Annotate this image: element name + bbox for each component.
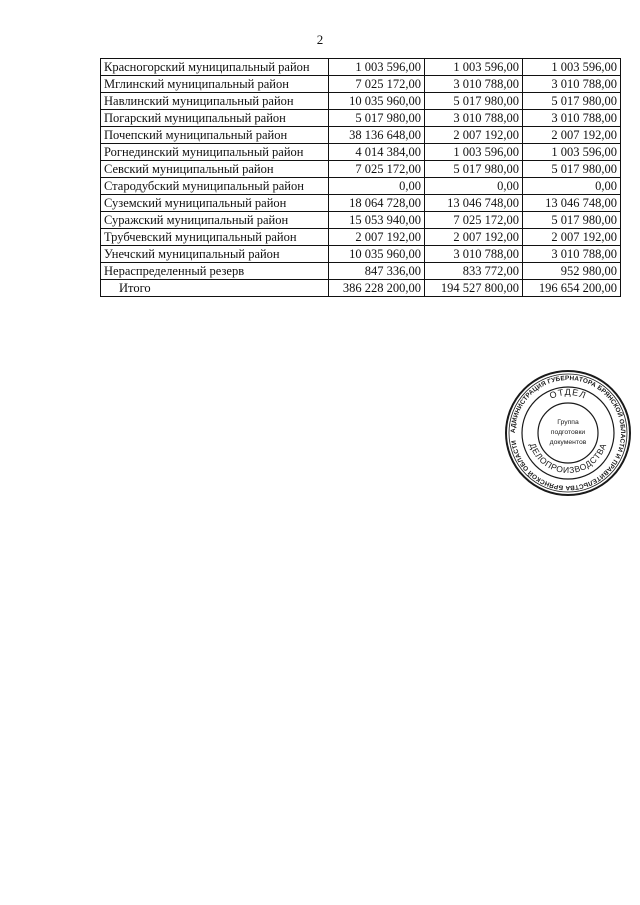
district-name: Навлинский муниципальный район — [101, 93, 329, 110]
value-col-1: 7 025 172,00 — [329, 76, 425, 93]
value-col-2: 0,00 — [425, 178, 523, 195]
value-col-2: 5 017 980,00 — [425, 161, 523, 178]
value-col-1: 0,00 — [329, 178, 425, 195]
total-value-col-2: 194 527 800,00 — [425, 280, 523, 297]
value-col-3: 5 017 980,00 — [523, 212, 621, 229]
stamp-inner-top-text: ОТДЕЛ — [548, 386, 588, 401]
table-row — [101, 229, 621, 246]
district-name: Погарский муниципальный район — [101, 110, 329, 127]
value-col-2: 2 007 192,00 — [425, 229, 523, 246]
value-col-2: 3 010 788,00 — [425, 246, 523, 263]
district-name: Мглинский муниципальный район — [101, 76, 329, 93]
value-col-3: 3 010 788,00 — [523, 76, 621, 93]
value-col-1: 1 003 596,00 — [329, 59, 425, 76]
total-label: Итого — [101, 280, 329, 297]
page-number: 2 — [316, 32, 324, 47]
value-col-3: 2 007 192,00 — [523, 127, 621, 144]
budget-table — [100, 58, 621, 297]
table-row — [101, 144, 621, 161]
total-row — [101, 280, 621, 297]
value-col-2: 2 007 192,00 — [425, 127, 523, 144]
district-name: Нераспределенный резерв — [101, 263, 329, 280]
table-row — [101, 127, 621, 144]
value-col-1: 2 007 192,00 — [329, 229, 425, 246]
table-row — [101, 212, 621, 229]
total-value-col-3: 196 654 200,00 — [523, 280, 621, 297]
district-name: Стародубский муниципальный район — [101, 178, 329, 195]
value-col-3: 5 017 980,00 — [523, 93, 621, 110]
value-col-2: 3 010 788,00 — [425, 76, 523, 93]
table-row — [101, 178, 621, 195]
value-col-3: 5 017 980,00 — [523, 161, 621, 178]
district-name: Суражский муниципальный район — [101, 212, 329, 229]
stamp-graphic — [504, 369, 632, 497]
district-name: Почепский муниципальный район — [101, 127, 329, 144]
table-row — [101, 161, 621, 178]
table-row — [101, 110, 621, 127]
value-col-2: 13 046 748,00 — [425, 195, 523, 212]
value-col-2: 1 003 596,00 — [425, 144, 523, 161]
stamp-center-line-1: Группа — [557, 419, 579, 426]
table-row — [101, 76, 621, 93]
value-col-1: 847 336,00 — [329, 263, 425, 280]
stamp-center-line-2: подготовки — [550, 429, 586, 436]
stamp-inner-bottom-text: ДЕЛОПРОИЗВОДСТВА — [527, 441, 609, 476]
value-col-3: 952 980,00 — [523, 263, 621, 280]
district-name: Суземский муниципальный район — [101, 195, 329, 212]
value-col-1: 18 064 728,00 — [329, 195, 425, 212]
district-name: Трубчевский муниципальный район — [101, 229, 329, 246]
value-col-1: 15 053 940,00 — [329, 212, 425, 229]
value-col-2: 3 010 788,00 — [425, 110, 523, 127]
value-col-3: 1 003 596,00 — [523, 59, 621, 76]
table-row — [101, 59, 621, 76]
value-col-1: 10 035 960,00 — [329, 93, 425, 110]
value-col-2: 5 017 980,00 — [425, 93, 523, 110]
value-col-3: 3 010 788,00 — [523, 110, 621, 127]
value-col-3: 1 003 596,00 — [523, 144, 621, 161]
value-col-3: 0,00 — [523, 178, 621, 195]
district-name: Унечский муниципальный район — [101, 246, 329, 263]
value-col-1: 5 017 980,00 — [329, 110, 425, 127]
district-name: Севский муниципальный район — [101, 161, 329, 178]
value-col-3: 13 046 748,00 — [523, 195, 621, 212]
value-col-1: 4 014 384,00 — [329, 144, 425, 161]
table-row — [101, 93, 621, 110]
value-col-1: 10 035 960,00 — [329, 246, 425, 263]
table-row — [101, 263, 621, 280]
stamp-outer-text: АДМИНИСТРАЦИЯ ГУБЕРНАТОРА БРЯНСКОЙ ОБЛАСТИ И ПРАВИТЕЛЬСТВА БРЯНСКОЙ ОБЛАСТИ — [509, 374, 627, 492]
district-name: Рогнединский муниципальный район — [101, 144, 329, 161]
value-col-2: 1 003 596,00 — [425, 59, 523, 76]
value-col-3: 3 010 788,00 — [523, 246, 621, 263]
office-stamp — [504, 369, 632, 497]
stamp-center-line-3: документов — [549, 439, 587, 446]
value-col-2: 7 025 172,00 — [425, 212, 523, 229]
value-col-3: 2 007 192,00 — [523, 229, 621, 246]
value-col-2: 833 772,00 — [425, 263, 523, 280]
district-name: Красногорский муниципальный район — [101, 59, 329, 76]
table-row — [101, 246, 621, 263]
total-value-col-1: 386 228 200,00 — [329, 280, 425, 297]
table-row — [101, 195, 621, 212]
value-col-1: 7 025 172,00 — [329, 161, 425, 178]
value-col-1: 38 136 648,00 — [329, 127, 425, 144]
